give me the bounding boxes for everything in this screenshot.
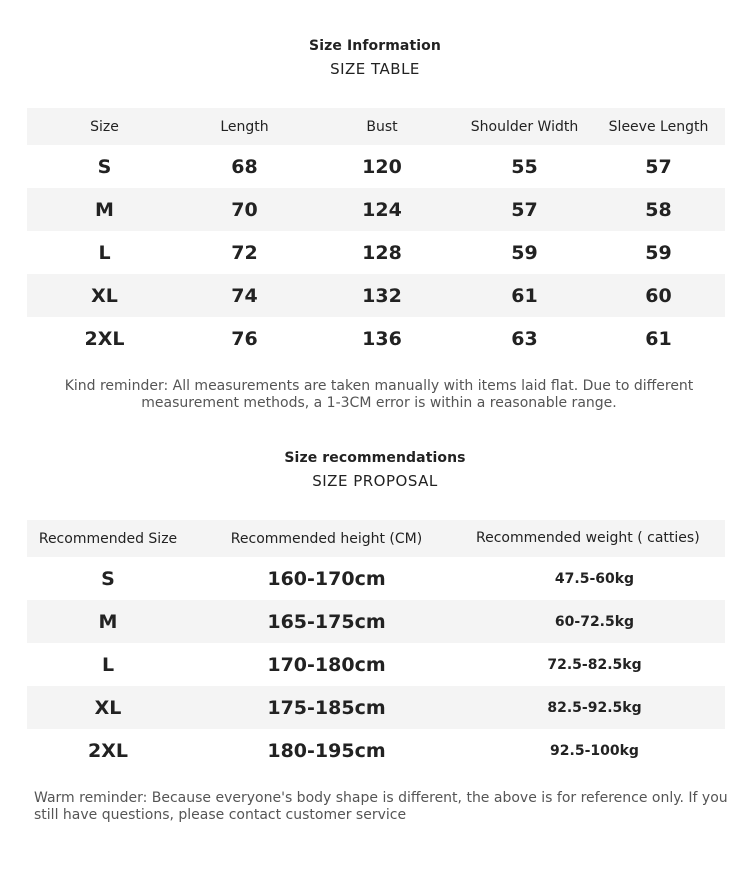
weight-cell: 60-72.5kg (554, 613, 635, 630)
bust-cell: 124 (362, 198, 402, 221)
height-cell: 180-195cm (267, 739, 386, 762)
shoulder-cell: 59 (511, 241, 538, 264)
shoulder-cell: 61 (511, 284, 538, 307)
sleeve-cell: 58 (645, 198, 672, 221)
size-cell: M (95, 198, 114, 221)
shoulder-cell: 57 (511, 198, 538, 221)
height-cell: 160-170cm (267, 567, 386, 590)
bust-cell: 132 (362, 284, 402, 307)
size-cell: L (98, 241, 111, 264)
size-cell: M (98, 610, 118, 633)
size-proposal-table (27, 520, 725, 772)
header-recommended-height: Recommended height (CM) (230, 530, 423, 547)
size-info-title: Size Information (309, 38, 441, 54)
sleeve-cell: 61 (645, 327, 672, 350)
header-shoulder-width: Shoulder Width (470, 118, 579, 135)
table-row (27, 686, 725, 729)
table-row (27, 145, 725, 188)
header-bust: Bust (366, 118, 398, 135)
header-length: Length (220, 118, 269, 135)
sleeve-cell: 59 (645, 241, 672, 264)
shoulder-cell: 63 (511, 327, 538, 350)
size-cell: XL (94, 696, 122, 719)
size-info-heading (0, 38, 750, 78)
weight-cell: 72.5-82.5kg (547, 656, 642, 673)
table-row (27, 231, 725, 274)
table-row (27, 600, 725, 643)
size-recommendations-title: Size recommendations (284, 450, 466, 466)
table-row (27, 643, 725, 686)
height-cell: 170-180cm (267, 653, 386, 676)
size-table-header-row (27, 108, 725, 145)
proposal-table-header-row (27, 520, 725, 557)
size-recommendations-heading (0, 450, 750, 490)
bust-cell: 136 (362, 327, 402, 350)
length-cell: 72 (231, 241, 258, 264)
table-row (27, 729, 725, 772)
sleeve-cell: 60 (645, 284, 672, 307)
size-cell: S (97, 155, 112, 178)
header-size: Size (90, 118, 119, 135)
table-row (27, 188, 725, 231)
size-cell: L (101, 653, 115, 676)
weight-cell: 47.5-60kg (554, 570, 635, 587)
length-cell: 70 (231, 198, 258, 221)
weight-cell: 82.5-92.5kg (547, 699, 642, 716)
size-table-subtitle: SIZE TABLE (330, 60, 420, 78)
height-cell: 165-175cm (267, 610, 386, 633)
size-cell: S (101, 567, 115, 590)
header-recommended-weight: Recommended weight ( catties) (476, 530, 700, 546)
kind-reminder: Kind reminder: All measurements are taken manually with items laid flat. Due to different measurement methods, a 1-3CM error is within a reasonable range. (64, 378, 694, 411)
length-cell: 74 (231, 284, 258, 307)
warm-reminder: Warm reminder: Because everyone's body shape is different, the above is for reference only. If you still have questions, please contact customer service (34, 790, 728, 823)
size-cell: XL (91, 284, 118, 307)
table-row (27, 317, 725, 360)
height-cell: 175-185cm (267, 696, 386, 719)
header-sleeve-length: Sleeve Length (608, 118, 709, 135)
sleeve-cell: 57 (645, 155, 672, 178)
size-cell: 2XL (88, 739, 128, 762)
length-cell: 68 (231, 155, 258, 178)
length-cell: 76 (231, 327, 258, 350)
header-recommended-size: Recommended Size (38, 530, 178, 547)
weight-cell: 92.5-100kg (550, 742, 639, 759)
size-table (27, 108, 725, 360)
table-row (27, 274, 725, 317)
bust-cell: 120 (362, 155, 402, 178)
bust-cell: 128 (362, 241, 402, 264)
size-cell: 2XL (84, 327, 125, 350)
shoulder-cell: 55 (511, 155, 538, 178)
size-proposal-subtitle: SIZE PROPOSAL (312, 472, 438, 490)
table-row (27, 557, 725, 600)
